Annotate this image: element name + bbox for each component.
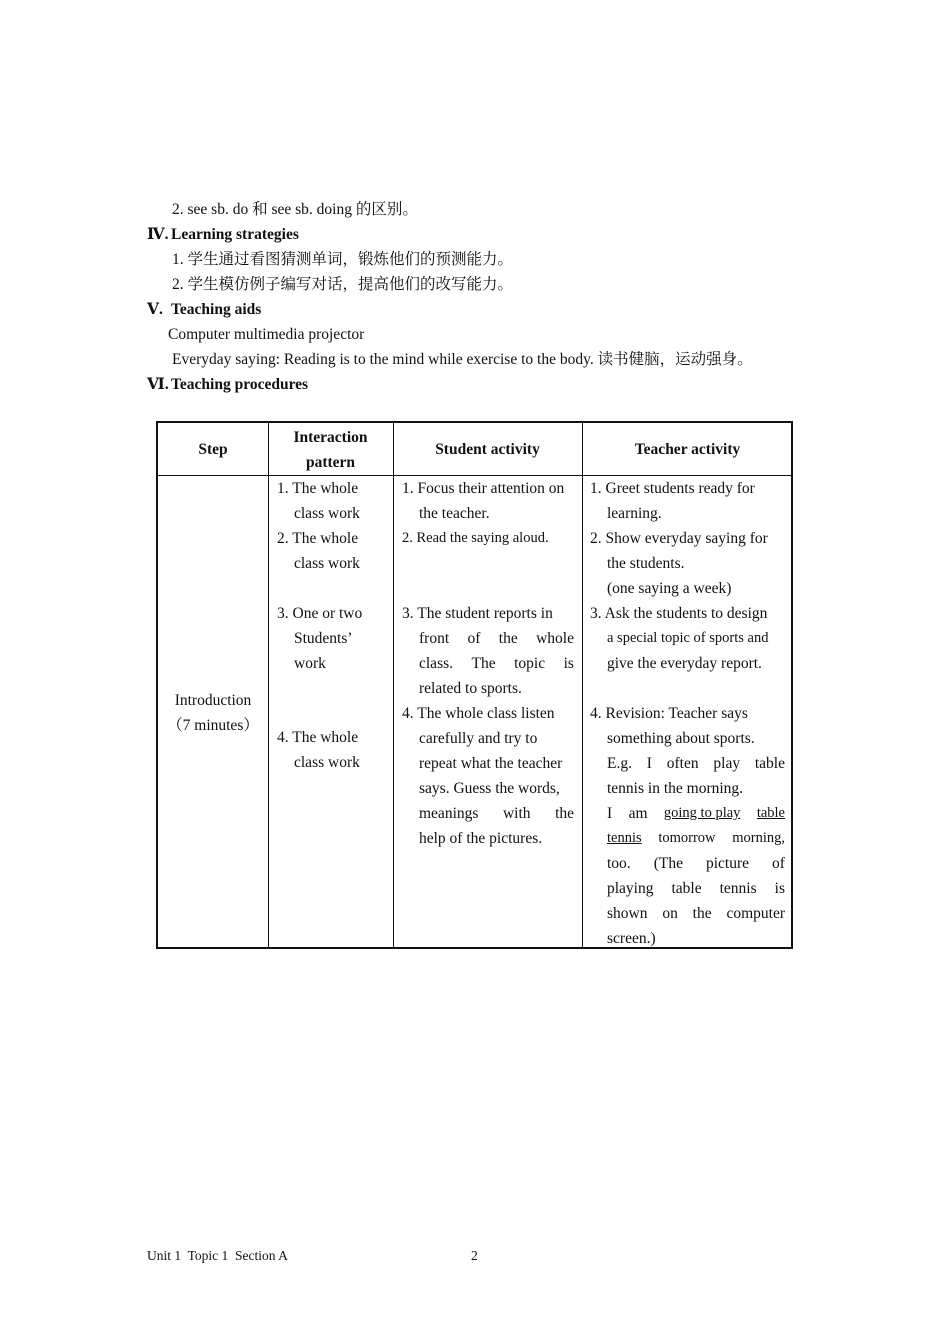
teacher-line: 4. Revision: Teacher says — [590, 705, 748, 722]
teacher-line: something about sports. — [607, 730, 755, 747]
interaction-line: class work — [294, 754, 360, 771]
word: the — [555, 805, 574, 822]
word: The — [471, 655, 496, 672]
header-step: Step — [198, 441, 228, 458]
table-divider — [393, 423, 394, 947]
word: playing — [607, 880, 654, 897]
section-title: Teaching procedures — [171, 376, 309, 393]
interaction-line: 2. The whole — [277, 530, 359, 547]
word: I — [607, 805, 613, 822]
interaction-line: 1. The whole — [277, 480, 359, 497]
step-cell — [158, 688, 268, 738]
teacher-line: the students. — [607, 555, 685, 572]
spacer — [590, 676, 785, 701]
header-teacher-activity: Teacher activity — [634, 441, 741, 458]
teacher-line — [590, 751, 785, 776]
student-line: related to sports. — [419, 680, 522, 697]
teacher-line: (one saying a week) — [607, 580, 732, 597]
interaction-cell — [277, 476, 387, 676]
student-line — [402, 626, 574, 651]
section-title: Teaching aids — [171, 301, 262, 318]
interaction-line: class work — [294, 505, 360, 522]
spacer — [402, 551, 574, 601]
teacher-line — [590, 901, 785, 926]
word: of — [467, 630, 481, 647]
word: (The — [653, 855, 683, 872]
word: the — [692, 905, 712, 922]
footer-unit-label: Unit 1 Topic 1 Section A — [147, 1248, 288, 1263]
word: table — [754, 755, 785, 772]
teacher-line: tennis in the morning. — [607, 780, 744, 797]
word: I — [646, 755, 652, 772]
header-student-activity: Student activity — [435, 441, 540, 458]
underlined-word: table — [756, 805, 785, 821]
teacher-line — [590, 851, 785, 876]
underlined-word: tennis — [607, 830, 642, 846]
interaction-line: Students’ — [294, 630, 353, 647]
student-line: 2. Read the saying aloud. — [402, 530, 549, 546]
word: meanings — [419, 805, 479, 822]
word: am — [628, 805, 648, 822]
teacher-line: screen.) — [607, 930, 656, 947]
body-line-see-sb-do: 2. see sb. do 和 see sb. doing 的区别。 — [172, 201, 418, 218]
section-title: Learning strategies — [171, 226, 299, 243]
interaction-line: 3. One or two — [277, 605, 363, 622]
word: table — [671, 880, 702, 897]
word: is — [563, 655, 574, 672]
section-heading-teaching-aids — [147, 300, 261, 320]
word: play — [713, 755, 741, 772]
word: morning, — [732, 830, 785, 846]
interaction-line: 4. The whole — [277, 729, 359, 746]
header-line: pattern — [305, 454, 356, 471]
student-line: carefully and try to — [419, 730, 538, 747]
header-line: Interaction — [293, 429, 368, 446]
section-heading-learning-strategies — [147, 225, 299, 245]
student-line: help of the pictures. — [419, 830, 543, 847]
word: often — [666, 755, 699, 772]
interaction-cell — [277, 725, 387, 775]
word: with — [502, 805, 531, 822]
student-line: says. Guess the words, — [419, 780, 560, 797]
teacher-line: a special topic of sports and — [607, 630, 769, 646]
teacher-line — [590, 876, 785, 901]
word: of — [772, 855, 785, 872]
word: tomorrow — [658, 830, 716, 846]
strategy-item-1: 1. 学生通过看图猜测单词，锻炼他们的预测能力。 — [172, 251, 514, 268]
header-interaction-pattern — [268, 425, 393, 475]
word: whole — [536, 630, 574, 647]
table-divider — [582, 423, 583, 947]
word: too. — [607, 855, 631, 872]
teacher-activity-cell — [590, 476, 785, 951]
teacher-line: give the everyday report. — [607, 655, 762, 672]
teacher-line: learning. — [607, 505, 662, 522]
word: E.g. — [607, 755, 632, 772]
student-line — [402, 801, 574, 826]
student-line: the teacher. — [419, 505, 490, 522]
word: front — [419, 630, 450, 647]
teacher-line: 2. Show everyday saying for — [590, 530, 768, 547]
section-heading-teaching-procedures — [147, 375, 308, 395]
spacer — [277, 576, 387, 601]
section-number: Ⅳ. — [147, 226, 169, 243]
student-line — [402, 651, 574, 676]
teacher-line — [590, 801, 785, 826]
section-number: Ⅵ. — [147, 376, 169, 393]
teaching-aid-2: Everyday saying: Reading is to the mind while exercise to the body. 读书健脑，运动强身。 — [172, 351, 753, 368]
step-duration: （7 minutes） — [167, 717, 259, 734]
word: the — [498, 630, 518, 647]
procedures-table — [156, 421, 793, 949]
strategy-item-2: 2. 学生模仿例子编写对话，提高他们的改写能力。 — [172, 276, 514, 293]
word: computer — [726, 905, 785, 922]
section-number: Ⅴ. — [147, 301, 163, 318]
word: shown — [607, 905, 648, 922]
word: topic — [514, 655, 546, 672]
teacher-line: 1. Greet students ready for — [590, 480, 755, 497]
interaction-line: work — [294, 655, 326, 672]
student-activity-cell — [402, 476, 574, 851]
underlined-phrase: going to play — [663, 805, 741, 821]
student-line: 4. The whole class listen — [402, 705, 555, 722]
student-line: 3. The student reports in — [402, 605, 553, 622]
word: is — [774, 880, 785, 897]
word: on — [662, 905, 678, 922]
page-number: 2 — [471, 1248, 478, 1263]
word: picture — [705, 855, 750, 872]
teacher-line — [590, 826, 785, 851]
word: class. — [419, 655, 454, 672]
student-line: 1. Focus their attention on — [402, 480, 565, 497]
teaching-aid-1: Computer multimedia projector — [168, 326, 365, 343]
interaction-line: class work — [294, 555, 360, 572]
student-line: repeat what the teacher — [419, 755, 563, 772]
table-divider — [268, 423, 269, 947]
teacher-line: 3. Ask the students to design — [590, 605, 768, 622]
step-label: Introduction — [174, 692, 252, 709]
word: tennis — [719, 880, 757, 897]
